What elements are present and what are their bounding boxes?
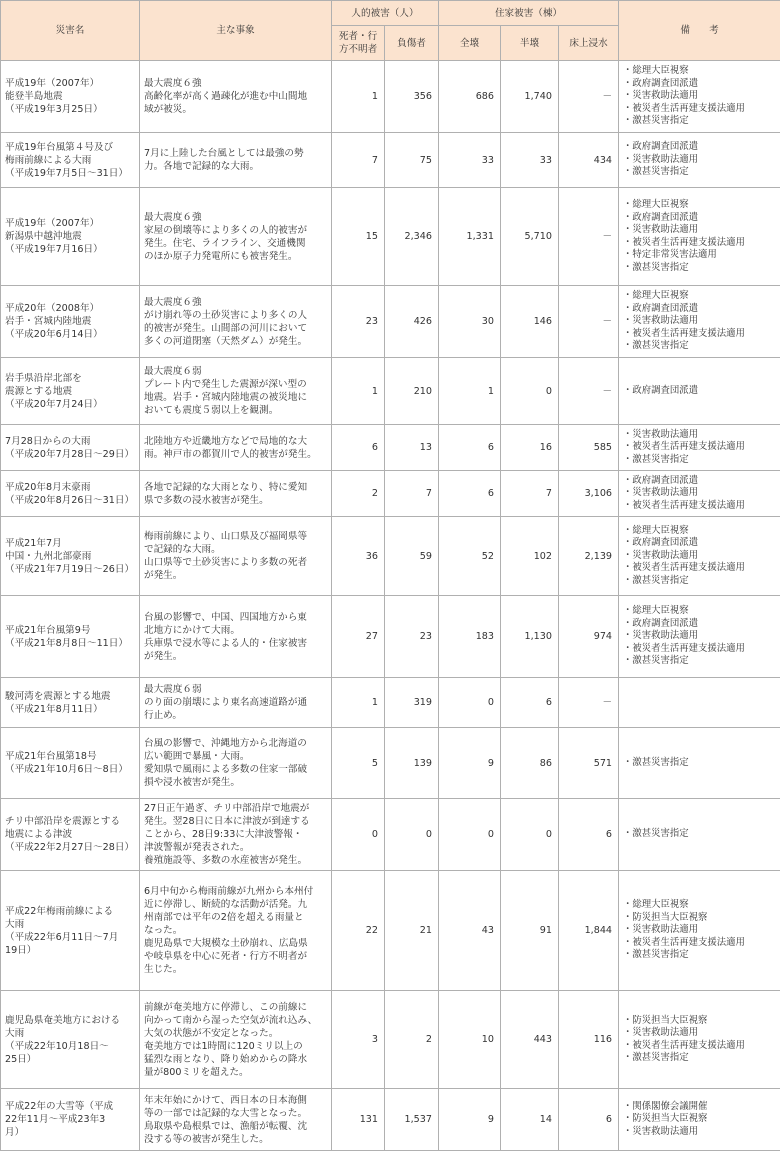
dead-missing-cell: 131 (332, 1089, 385, 1151)
note-item: ・災害救助法適用 (623, 315, 776, 328)
dead-missing-cell: 7 (332, 133, 385, 188)
disaster-name-cell: 平成19年台風第４号及び 梅雨前線による大雨 （平成19年7月5日～31日） (1, 133, 140, 188)
disaster-name-cell: 平成20年8月末豪雨 （平成20年8月26日～31日） (1, 471, 140, 517)
flooded-cell: 6 (559, 799, 619, 871)
event-description-cell: 27日正午過ぎ、チリ中部沿岸で地震が 発生。翌28日に日本に津波が到達する ことから、28日9:33に大津波警報・ 津波警報が発表された。 養殖施設等、多数の水産被害が発生。 (140, 799, 332, 871)
event-description-cell: 北陸地方や近畿地方などで局地的な大 雨。神戸市の都賀川で人的被害が発生。 (140, 425, 332, 471)
table-row (1, 678, 780, 728)
note-item: ・政府調査団派遣 (623, 212, 776, 225)
flooded-cell: 3,106 (559, 471, 619, 517)
note-item: ・災害救助法適用 (623, 224, 776, 237)
injured-cell: 426 (385, 286, 439, 358)
destroyed-cell: 1 (439, 358, 501, 425)
injured-cell: 139 (385, 728, 439, 799)
flooded-cell: － (559, 286, 619, 358)
event-description-cell: 台風の影響で、中国、四国地方から東 北地方にかけて大雨。 兵庫県で浸水等による人的・住家被害 が発生。 (140, 596, 332, 678)
event-description-cell: 最大震度６強 がけ崩れ等の土砂災害により多くの人 的被害が発生。山間部の河川において 多くの河道閉塞（天然ダム）が発生。 (140, 286, 332, 358)
half-destroyed-cell: 86 (501, 728, 559, 799)
header-event: 主な事象 (140, 1, 332, 61)
note-item: ・政府調査団派遣 (623, 141, 776, 154)
table-row (1, 61, 780, 133)
dead-missing-cell: 5 (332, 728, 385, 799)
disaster-name-cell: 鹿児島県奄美地方における 大雨 （平成22年10月18日～ 25日） (1, 991, 140, 1089)
destroyed-cell: 43 (439, 871, 501, 991)
destroyed-cell: 6 (439, 471, 501, 517)
note-item: ・被災者生活再建支援法適用 (623, 643, 776, 656)
table-row (1, 596, 780, 678)
flooded-cell: － (559, 678, 619, 728)
disaster-name-cell: 平成20年（2008年） 岩手・宮城内陸地震 （平成20年6月14日） (1, 286, 140, 358)
flooded-cell: 116 (559, 991, 619, 1089)
destroyed-cell: 0 (439, 678, 501, 728)
note-item: ・災害救助法適用 (623, 550, 776, 563)
table-row (1, 991, 780, 1089)
half-destroyed-cell: 5,710 (501, 188, 559, 286)
disaster-name-cell: 岩手県沿岸北部を 震源とする地震 （平成20年7月24日） (1, 358, 140, 425)
notes-cell (619, 678, 780, 728)
flooded-cell: 434 (559, 133, 619, 188)
note-item: ・総理大臣視察 (623, 605, 776, 618)
disaster-name-cell: チリ中部沿岸を震源とする 地震による津波 （平成22年2月27日～28日） (1, 799, 140, 871)
note-item: ・総理大臣視察 (623, 290, 776, 303)
table-row (1, 728, 780, 799)
dead-missing-cell: 1 (332, 678, 385, 728)
destroyed-cell: 686 (439, 61, 501, 133)
note-item: ・激甚災害指定 (623, 1052, 776, 1065)
dead-missing-cell: 2 (332, 471, 385, 517)
notes-cell (619, 728, 780, 799)
table-row (1, 358, 780, 425)
note-item: ・激甚災害指定 (623, 454, 776, 467)
flooded-cell: 1,844 (559, 871, 619, 991)
note-item: ・防災担当大臣視察 (623, 1015, 776, 1028)
note-item: ・災害救助法適用 (623, 630, 776, 643)
note-item: ・激甚災害指定 (623, 166, 776, 179)
notes-cell (619, 61, 780, 133)
disaster-name-cell: 平成21年台風第18号 （平成21年10月6日～8日） (1, 728, 140, 799)
note-item: ・災害救助法適用 (623, 429, 776, 442)
event-description-cell: 6月中旬から梅雨前線が九州から本州付 近に停滞し、断続的な活動が活発。九 州南部では平年の2倍を超える雨量と なった。 鹿児島県で大規模な土砂崩れ、広島県 や岐阜県を中心に死者・行方不明者が 生じた。 (140, 871, 332, 991)
destroyed-cell: 0 (439, 799, 501, 871)
note-item: ・防災担当大臣視察 (623, 912, 776, 925)
note-item: ・激甚災害指定 (623, 115, 776, 128)
event-description-cell: 最大震度６強 家屋の倒壊等により多くの人的被害が 発生。住宅、ライフライン、交通機関 のほか原子力発電所にも被害発生。 (140, 188, 332, 286)
half-destroyed-cell: 146 (501, 286, 559, 358)
note-item: ・激甚災害指定 (623, 757, 776, 770)
note-item: ・政府調査団派遣 (623, 618, 776, 631)
table-row (1, 133, 780, 188)
note-item: ・激甚災害指定 (623, 828, 776, 841)
injured-cell: 21 (385, 871, 439, 991)
destroyed-cell: 183 (439, 596, 501, 678)
disaster-name-cell: 平成19年（2007年） 能登半島地震 （平成19年3月25日） (1, 61, 140, 133)
dead-missing-cell: 0 (332, 799, 385, 871)
flooded-cell: 571 (559, 728, 619, 799)
note-item: ・災害救助法適用 (623, 154, 776, 167)
note-item: ・被災者生活再建支援法適用 (623, 237, 776, 250)
notes-cell (619, 799, 780, 871)
flooded-cell: － (559, 188, 619, 286)
destroyed-cell: 9 (439, 728, 501, 799)
notes-cell (619, 471, 780, 517)
note-item: ・総理大臣視察 (623, 199, 776, 212)
note-item: ・被災者生活再建支援法適用 (623, 441, 776, 454)
note-item: ・激甚災害指定 (623, 340, 776, 353)
injured-cell: 210 (385, 358, 439, 425)
injured-cell: 356 (385, 61, 439, 133)
destroyed-cell: 52 (439, 517, 501, 596)
header-destroyed: 全壊 (439, 26, 501, 61)
note-item: ・被災者生活再建支援法適用 (623, 562, 776, 575)
half-destroyed-cell: 91 (501, 871, 559, 991)
header-human-damage: 人的被害（人） (332, 1, 439, 26)
notes-cell (619, 425, 780, 471)
table-row (1, 1089, 780, 1151)
note-item: ・災害救助法適用 (623, 90, 776, 103)
injured-cell: 59 (385, 517, 439, 596)
table-row (1, 517, 780, 596)
half-destroyed-cell: 0 (501, 358, 559, 425)
flooded-cell: － (559, 358, 619, 425)
note-item: ・総理大臣視察 (623, 899, 776, 912)
table-row (1, 188, 780, 286)
event-description-cell: 各地で記録的な大雨となり、特に愛知 県で多数の浸水被害が発生。 (140, 471, 332, 517)
event-description-cell: 7月に上陸した台風としては最強の勢 力。各地で記録的な大雨。 (140, 133, 332, 188)
dead-missing-cell: 22 (332, 871, 385, 991)
flooded-cell: 6 (559, 1089, 619, 1151)
note-item: ・防災担当大臣視察 (623, 1113, 776, 1126)
note-item: ・総理大臣視察 (623, 65, 776, 78)
note-item: ・災害救助法適用 (623, 487, 776, 500)
destroyed-cell: 10 (439, 991, 501, 1089)
injured-cell: 23 (385, 596, 439, 678)
note-item: ・激甚災害指定 (623, 655, 776, 668)
note-item: ・被災者生活再建支援法適用 (623, 1040, 776, 1053)
half-destroyed-cell: 16 (501, 425, 559, 471)
dead-missing-cell: 6 (332, 425, 385, 471)
note-item: ・激甚災害指定 (623, 575, 776, 588)
event-description-cell: 最大震度６弱 のり面の崩壊により東名高速道路が通 行止め。 (140, 678, 332, 728)
half-destroyed-cell: 7 (501, 471, 559, 517)
half-destroyed-cell: 6 (501, 678, 559, 728)
injured-cell: 7 (385, 471, 439, 517)
destroyed-cell: 6 (439, 425, 501, 471)
note-item: ・被災者生活再建支援法適用 (623, 500, 776, 513)
table-row (1, 871, 780, 991)
destroyed-cell: 33 (439, 133, 501, 188)
table-row (1, 286, 780, 358)
destroyed-cell: 30 (439, 286, 501, 358)
disaster-name-cell: 平成21年台風第9号 （平成21年8月8日～11日） (1, 596, 140, 678)
flooded-cell: 974 (559, 596, 619, 678)
injured-cell: 13 (385, 425, 439, 471)
header-housing-damage: 住家被害（棟） (439, 1, 619, 26)
half-destroyed-cell: 102 (501, 517, 559, 596)
header-half-destroyed: 半壊 (501, 26, 559, 61)
event-description-cell: 最大震度６弱 プレート内で発生した震源が深い型の 地震。岩手・宮城内陸地震の被災地に おいても震度５弱以上を観測。 (140, 358, 332, 425)
note-item: ・被災者生活再建支援法適用 (623, 937, 776, 950)
table-body (1, 61, 780, 1151)
note-item: ・関係閣僚会議開催 (623, 1101, 776, 1114)
header-notes: 備 考 (619, 1, 780, 61)
note-item: ・被災者生活再建支援法適用 (623, 328, 776, 341)
dead-missing-cell: 15 (332, 188, 385, 286)
disaster-name-cell: 平成22年の大雪等（平成 22年11月～平成23年3 月） (1, 1089, 140, 1151)
dead-missing-cell: 3 (332, 991, 385, 1089)
note-item: ・災害救助法適用 (623, 1126, 776, 1139)
notes-cell (619, 991, 780, 1089)
event-description-cell: 最大震度６強 高齢化率が高く過疎化が進む中山間地 域が被災。 (140, 61, 332, 133)
note-item: ・政府調査団派遣 (623, 385, 776, 398)
note-item: ・総理大臣視察 (623, 525, 776, 538)
note-item: ・特定非常災害法適用 (623, 249, 776, 262)
flooded-cell: 585 (559, 425, 619, 471)
header-dead-missing: 死者・行 方不明者 (332, 26, 385, 61)
flooded-cell: － (559, 61, 619, 133)
note-item: ・災害救助法適用 (623, 1027, 776, 1040)
destroyed-cell: 1,331 (439, 188, 501, 286)
notes-cell (619, 517, 780, 596)
disaster-name-cell: 駿河湾を震源とする地震 （平成21年8月11日） (1, 678, 140, 728)
injured-cell: 75 (385, 133, 439, 188)
half-destroyed-cell: 1,130 (501, 596, 559, 678)
injured-cell: 1,537 (385, 1089, 439, 1151)
notes-cell (619, 188, 780, 286)
header-flooded: 床上浸水 (559, 26, 619, 61)
destroyed-cell: 9 (439, 1089, 501, 1151)
dead-missing-cell: 23 (332, 286, 385, 358)
disaster-name-cell: 平成22年梅雨前線による 大雨 （平成22年6月11日～7月 19日） (1, 871, 140, 991)
notes-cell (619, 596, 780, 678)
note-item: ・激甚災害指定 (623, 949, 776, 962)
disaster-name-cell: 平成21年7月 中国・九州北部豪雨 （平成21年7月19日～26日） (1, 517, 140, 596)
disaster-name-cell: 7月28日からの大雨 （平成20年7月28日～29日） (1, 425, 140, 471)
note-item: ・被災者生活再建支援法適用 (623, 103, 776, 116)
injured-cell: 0 (385, 799, 439, 871)
note-item: ・激甚災害指定 (623, 262, 776, 275)
header-injured: 負傷者 (385, 26, 439, 61)
dead-missing-cell: 27 (332, 596, 385, 678)
disaster-name-cell: 平成19年（2007年） 新潟県中越沖地震 （平成19年7月16日） (1, 188, 140, 286)
table-row (1, 471, 780, 517)
note-item: ・政府調査団派遣 (623, 78, 776, 91)
note-item: ・災害救助法適用 (623, 924, 776, 937)
table-header (1, 1, 780, 61)
note-item: ・政府調査団派遣 (623, 475, 776, 488)
dead-missing-cell: 36 (332, 517, 385, 596)
event-description-cell: 前線が奄美地方に停滞し、この前線に 向かって南から湿った空気が流れ込み、 大気の状態が不安定となった。 奄美地方では1時間に120ミリ以上の 猛烈な雨となり、降り始めからの降水 量が800ミリを超えた。 (140, 991, 332, 1089)
event-description-cell: 梅雨前線により、山口県及び福岡県等 で記録的な大雨。 山口県等で土砂災害により多数の死者 が発生。 (140, 517, 332, 596)
injured-cell: 2 (385, 991, 439, 1089)
notes-cell (619, 358, 780, 425)
event-description-cell: 台風の影響で、沖縄地方から北海道の 広い範囲で暴風・大雨。 愛知県で風雨による多数の住家一部破 損や浸水被害が発生。 (140, 728, 332, 799)
dead-missing-cell: 1 (332, 358, 385, 425)
note-item: ・政府調査団派遣 (623, 537, 776, 550)
event-description-cell: 年末年始にかけて、西日本の日本海側 等の一部では記録的な大雪となった。 鳥取県や島根県では、漁船が転覆、沈 没する等の被害が発生した。 (140, 1089, 332, 1151)
notes-cell (619, 286, 780, 358)
flooded-cell: 2,139 (559, 517, 619, 596)
half-destroyed-cell: 14 (501, 1089, 559, 1151)
header-name: 災害名 (1, 1, 140, 61)
dead-missing-cell: 1 (332, 61, 385, 133)
notes-cell (619, 871, 780, 991)
notes-cell (619, 1089, 780, 1151)
half-destroyed-cell: 0 (501, 799, 559, 871)
note-item: ・政府調査団派遣 (623, 303, 776, 316)
table-row (1, 799, 780, 871)
table-row (1, 425, 780, 471)
injured-cell: 2,346 (385, 188, 439, 286)
half-destroyed-cell: 443 (501, 991, 559, 1089)
notes-cell (619, 133, 780, 188)
injured-cell: 319 (385, 678, 439, 728)
half-destroyed-cell: 1,740 (501, 61, 559, 133)
half-destroyed-cell: 33 (501, 133, 559, 188)
